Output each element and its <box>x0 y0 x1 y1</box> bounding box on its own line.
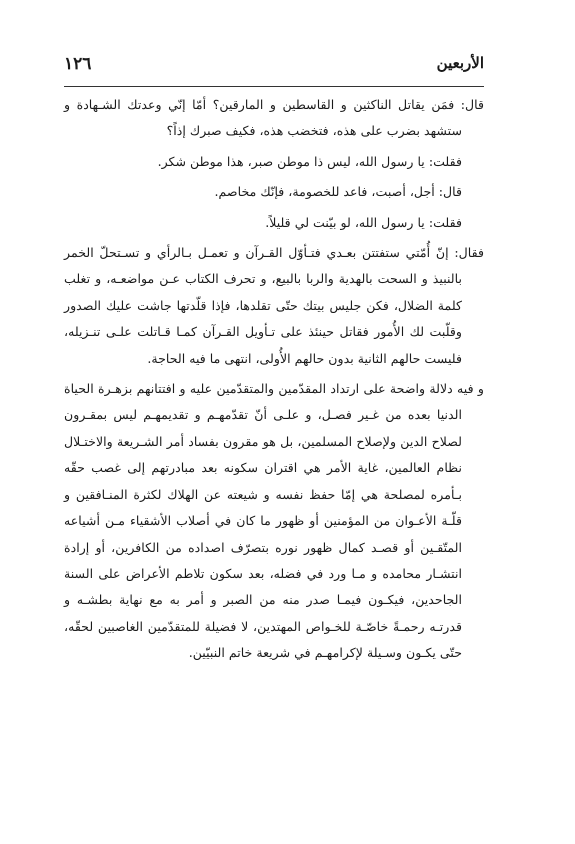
paragraph-6: و فيه دلالة واضحة على ارتداد المقدّمين والمتقدّمين عليه و افتتانهم بزهـرة الحياة الدنيا بعده من غـير فصـل، و علـى أنّ تقدّمهـم و تقديمهـم ليس بمقـرون لصلاح الدين ولإصلاح المسلمين، بل هو مقرون بفساد أمر الشـريعة والاختـلال نظام العالمين، غاية الأمر هي اقتران سكونه بعد مبادرتهم إلى غصب حقّه بـأمره لمصلحة هي إمّا حفظ نفسه و شيعته عن الهلاك لكثرة المنـافقين و قلّـة الأعـوان من المؤمنين أو ظهور ما كان في أصلاب الأشقياء مـن أشياعه المتّقـين أو قصـد كمال ظهور نوره بتصرّف اصداده من الكافرين، أو إرادة انتشـار محامده و مـا ورد في فضله، بعد سكون تلاطم الأعراض على السنة الجاحدين، فيكـون فيمـا صدر منه من الصبر و أمر به مع نهاية بطشـه و قدرتـه رحمـةً خاصّـة للخـواص المهتدين، لا فضيلة للمتقدّمين الغاصبين لحقّه، حتّى يكـون وسـيلة لإكرامهـم في شريعة خاتم النبيّين. <box>64 381 484 661</box>
paragraph-5: فقال: إنّ أُمّتي ستفتتن بعـدي فتـأوّل القـرآن و تعمـل بـالرأي و تسـتحلّ الخمر بالنبيذ و السحت بالهدية والربا بالبيع، و تحرف الكتاب عـن مواضعـه، و تغلب كلمة الضلال، فكن جليس بيتك حتّى تقلدها، فإذا قلّدتها جاشت عليك الصدور وقلّبت لك الأُمور فقاتل حينئذ على تـأويل القـرآن كمـا قـاتلت علـى تنـزيله، فليست حالهم الثانية بدون حالهم الأُولى، انتهى ما فيه الحاجة. <box>64 245 484 366</box>
body-text <box>64 92 484 667</box>
paragraph-4: فقلت: يا رسول الله، لو بيّنت لي قليلاً. <box>265 214 462 230</box>
page-number: ١٢٦ <box>64 54 92 74</box>
running-header <box>64 54 484 87</box>
paragraph-3: قال: أجل، أصبت، فاعد للخصومة، فإنّك مخاصم. <box>214 184 462 200</box>
running-title: الأربعين <box>436 54 484 72</box>
paragraph-1: قال: فمَن يقاتل الناكثين و القاسطين و المارقين؟ أمّا إنّي وعدتك الشـهادة و ستشهد بضرب على هذه، فتخضب هذه، فكيف صبرك إذاً؟ <box>64 97 484 139</box>
paragraph-2: فقلت: يا رسول الله، ليس ذا موطن صبر، هذا موطن شكر. <box>157 153 462 169</box>
